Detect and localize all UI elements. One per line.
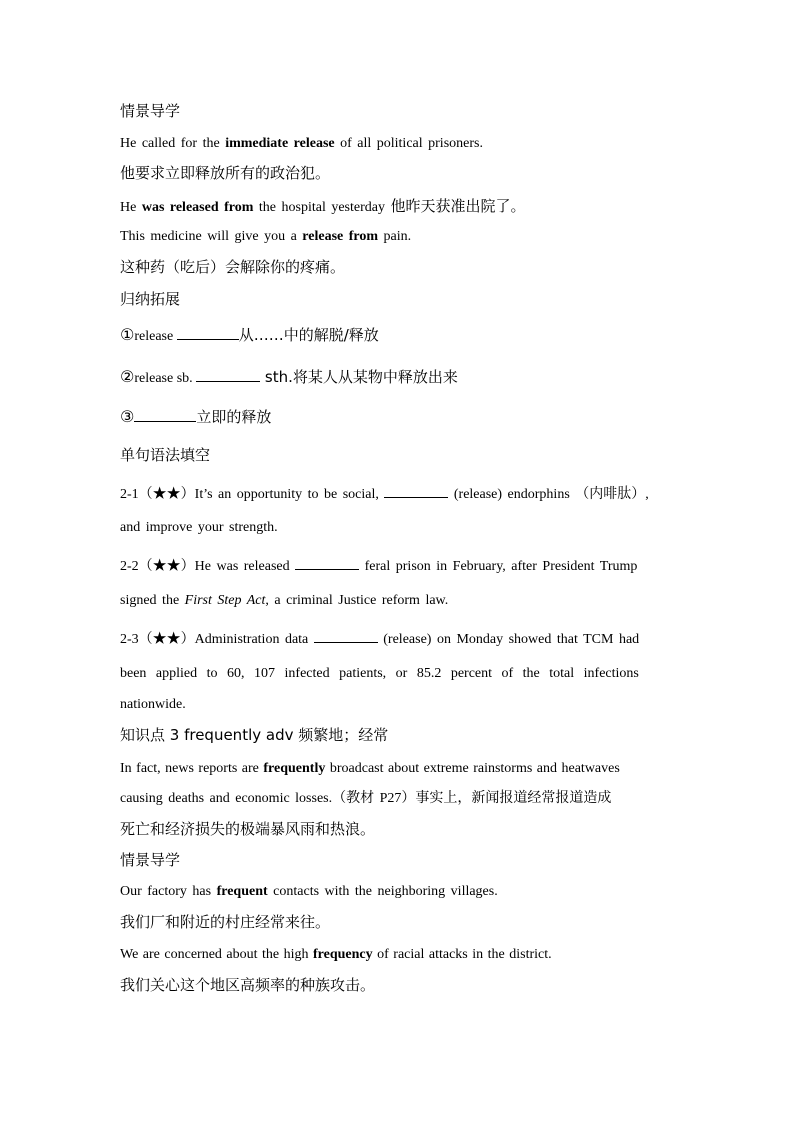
- answer-blank[interactable]: [295, 556, 359, 570]
- summary-item-3: ③ 立即的释放: [120, 407, 272, 426]
- question-2-2-cont: signed the First Step Act, a criminal Justice reform law.: [120, 593, 449, 608]
- answer-blank[interactable]: [177, 326, 239, 340]
- summary-item-2: ②release sb. sth.将某人从某物中释放出来: [120, 367, 458, 386]
- example-sentence: He called for the immediate release of all political prisoners.: [120, 136, 483, 151]
- knowledge-point-title: 知识点 3 frequently adv 频繁地；经常: [120, 726, 389, 744]
- answer-blank[interactable]: [314, 629, 378, 643]
- example-sentence: This medicine will give you a release from pain.: [120, 229, 412, 244]
- example-translation: 死亡和经济损失的极端暴风雨和热浪。: [120, 820, 376, 838]
- example-sentence: He was released from the hospital yesterday 他昨天获准出院了。: [120, 197, 526, 215]
- question-2-3: 2-3（★★）Administration data (release) on Monday showed that TCM had: [120, 629, 639, 649]
- section-heading: 情景导学: [120, 851, 181, 869]
- example-sentence: We are concerned about the high frequency of racial attacks in the district.: [120, 947, 552, 962]
- section-heading: 情景导学: [120, 102, 181, 120]
- answer-blank[interactable]: [384, 484, 448, 498]
- question-2-2: 2-2（★★）He was released feral prison in February, after President Trump: [120, 556, 637, 576]
- example-translation: 他要求立即释放所有的政治犯。: [120, 164, 331, 182]
- answer-blank[interactable]: [134, 408, 196, 422]
- example-sentence: Our factory has frequent contacts with the neighboring villages.: [120, 884, 498, 899]
- summary-heading: 归纳拓展: [120, 290, 181, 308]
- answer-blank[interactable]: [196, 368, 260, 382]
- example-translation: 我们关心这个地区高频率的种族攻击。: [120, 976, 376, 994]
- example-sentence-cont: causing deaths and economic losses.（教材 P27）事实上，新闻报道经常报道造成: [120, 791, 612, 806]
- question-2-3-cont: been applied to 60, 107 infected patients, or 85.2 percent of the total infections: [120, 666, 639, 681]
- question-2-1-cont: and improve your strength.: [120, 520, 278, 535]
- example-sentence: In fact, news reports are frequently broadcast about extreme rainstorms and heatwaves: [120, 761, 620, 776]
- question-2-3-cont: nationwide.: [120, 697, 186, 712]
- example-translation: 这种药（吃后）会解除你的疼痛。: [120, 258, 346, 276]
- exercise-heading: 单句语法填空: [120, 446, 211, 464]
- example-translation: 我们厂和附近的村庄经常来往。: [120, 913, 331, 931]
- question-2-1: 2-1（★★）It’s an opportunity to be social, (release) endorphins （内啡肽）,: [120, 484, 649, 504]
- summary-item-1: ①release 从……中的解脱/释放: [120, 325, 379, 344]
